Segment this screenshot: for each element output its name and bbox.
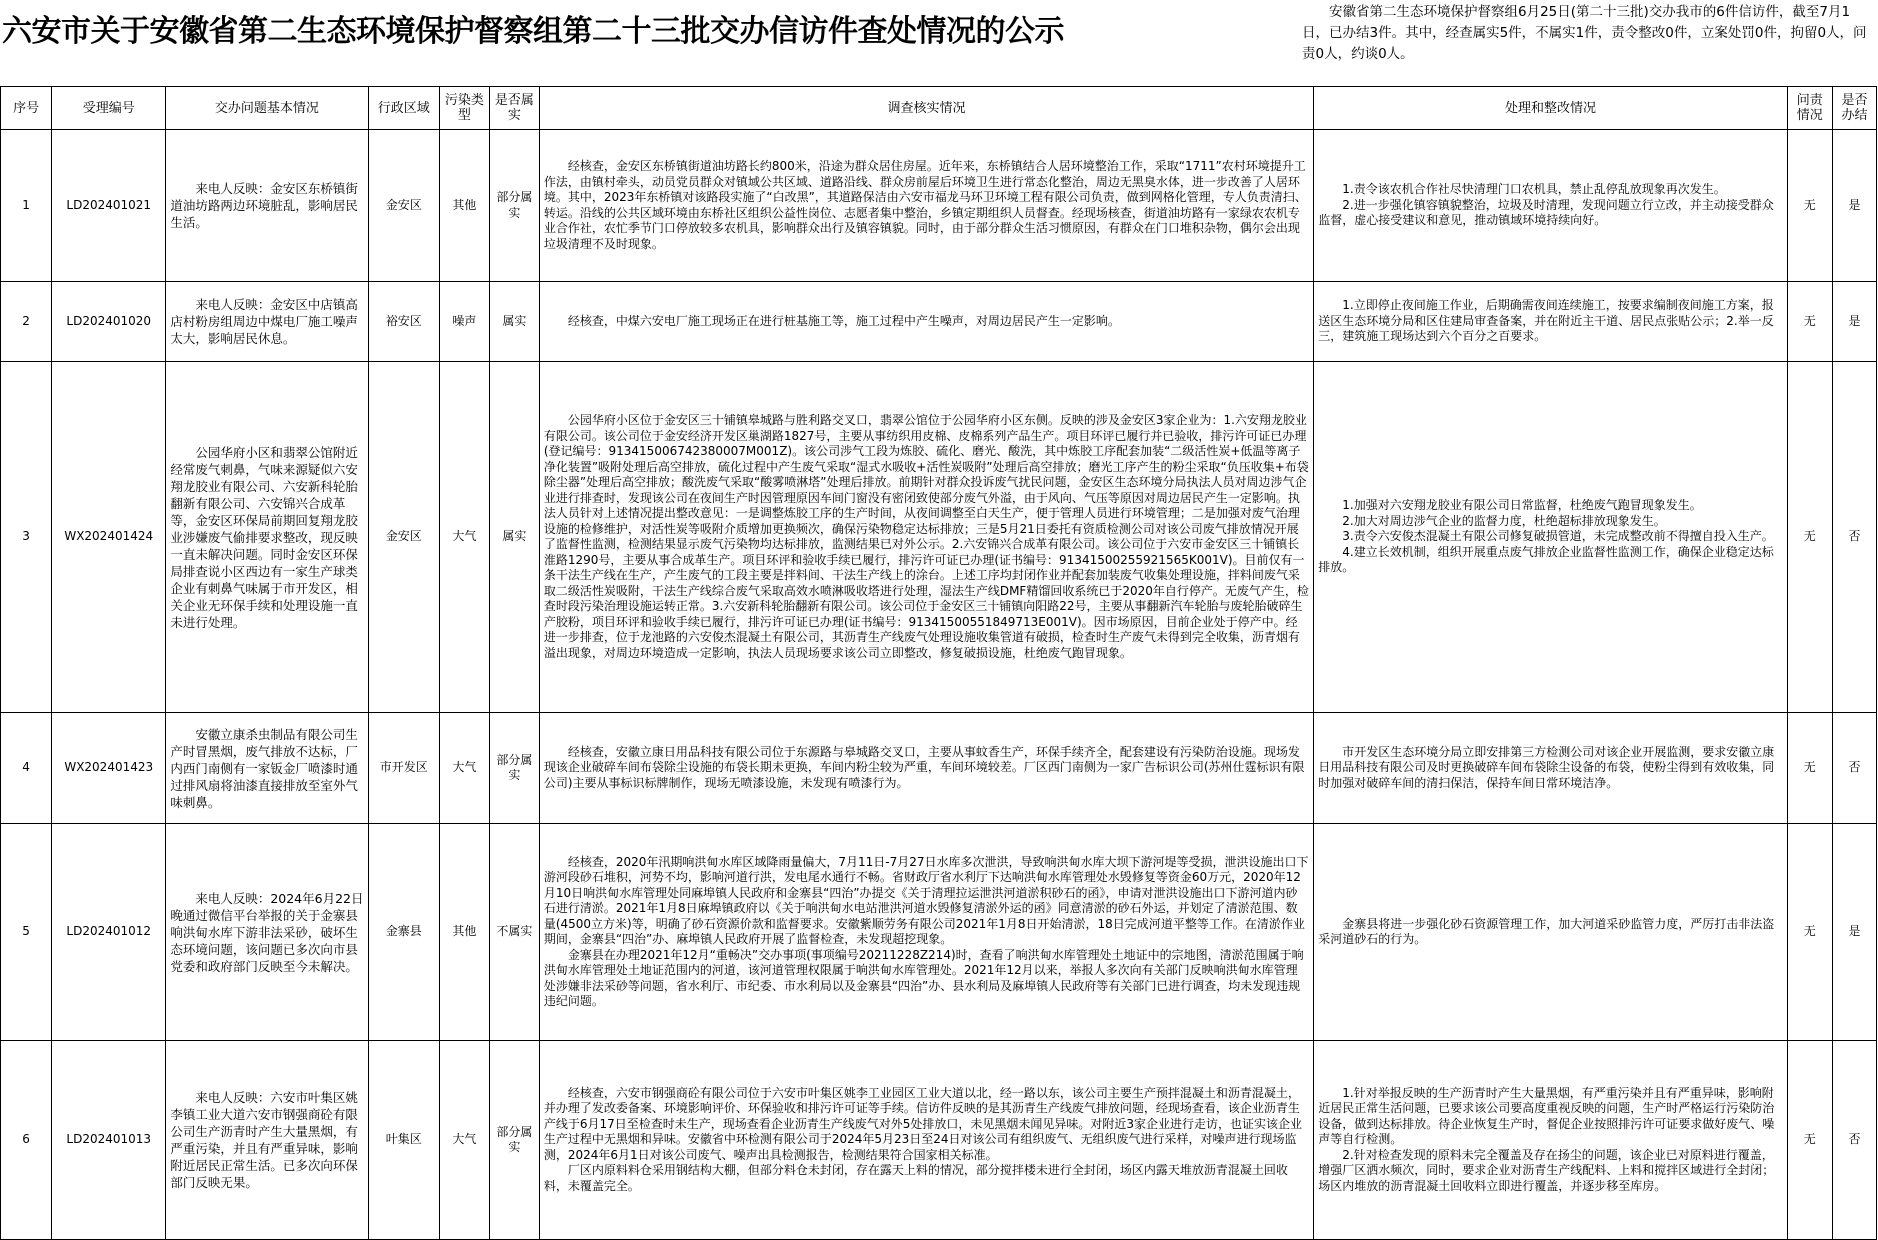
col-header-type: 污染类型 <box>439 87 489 130</box>
col-header-done: 是否办结 <box>1832 87 1876 130</box>
cell-accountability: 无 <box>1787 130 1832 282</box>
investigation-paragraph: 经核查，六安市钢强商砼有限公司位于六安市叶集区姚李工业园区工业大道以北，经一路以东，该公司主要生产预拌混凝土和沥青混凝土，并办理了发改委备案、环境影响评价、环保验收和排污许可证等手续。信访件反映的是其沥青生产线废气排放问题，经现场查看，该企业沥青生产线于6月17日至检查时未生产，现场查看企业沥青生产线废气对外5处排放口，未见黑烟未闻见异味。对附近3家企业进行走访，也证实该企业生产过程中无黑烟和异味。安徽省中环检测有限公司于2024年5月23日至24日对该公司有组织废气、无组织废气进行采样，对噪声进行现场监测，2024年6月1日对该公司废气、噪声出具检测报告，检测结果符合国家相关标准。 <box>543 1085 1303 1162</box>
cell-region: 金寨县 <box>368 824 439 1041</box>
cell-region: 叶集区 <box>368 1041 439 1240</box>
cell-code: LD202401020 <box>52 282 166 362</box>
cell-code: WX202401424 <box>52 362 166 713</box>
handling-item: 3.责令六安俊杰混凝土有限公司修复破损管道，未完成整改前不得擅自投入生产。 <box>1342 529 1774 544</box>
cell-desc: 来电人反映：六安市叶集区姚李镇工业大道六安市钢强商砼有限公司生产沥青时产生大量黑烟，有严重污染，并且有严重异味，影响附近居民正常生活。已多次向环保部门反映无果。 <box>166 1041 368 1240</box>
cell-region: 金安区 <box>368 362 439 713</box>
cell-investigation <box>539 362 1313 713</box>
handling-item: 2.针对检查发现的原料未完全覆盖及存在扬尘的问题，该企业已对原料进行覆盖，增强厂区洒水频次，同时，要求企业对沥青生产线配料、上料和搅拌区域进行全封闭；场区内堆放的沥青混凝土回收料立即进行覆盖，并逐步移至库房。 <box>1318 1147 1775 1193</box>
page-title: 六安市关于安徽省第二生态环境保护督察组第二十三批交办信访件查处情况的公示 <box>2 14 1064 49</box>
cell-type: 大气 <box>439 1041 489 1240</box>
investigation-paragraph: 厂区内原料料仓采用钢结构大棚，但部分料仓未封闭，存在露天上料的情况，部分搅拌楼未进行全封闭，场区内露天堆放沥青混凝土回收料，未覆盖完全。 <box>543 1163 1288 1193</box>
cell-desc: 安徽立康杀虫制品有限公司生产时冒黑烟，废气排放不达标，厂内西门南侧有一家钣金厂喷漆时通过排风扇将油漆直接排放至室外气味刺鼻。 <box>166 713 368 824</box>
cell-type: 其他 <box>439 824 489 1041</box>
cell-desc: 来电人反映：金安区中店镇高店村粉房组周边中煤电厂施工噪声太大，影响居民休息。 <box>166 282 368 362</box>
col-header-investigation: 调查核实情况 <box>539 87 1313 130</box>
cell-no: 5 <box>1 824 52 1041</box>
summary-text: 安徽省第二生态环境保护督察组6月25日(第二十三批)交办我市的6件信访件，截至7月1日，已办结3件。其中，经查属实5件，不属实1件，责令整改0件，立案处罚0件，拘留0人，问责0人，约谈0人。 <box>1302 4 1867 62</box>
cell-investigation <box>539 1041 1313 1240</box>
table-row <box>1 713 1877 824</box>
investigation-paragraph: 金寨县在办理2021年12月“重畅决”交办事项(事项编号20211228Z214)时，查看了响洪甸水库管理处土地证中的宗地图，清淤范围属于响洪甸水库管理处土地证范围内的河道，该河道管理权限属于响洪甸水库管理处。2021年12月以来，举报人多次向有关部门反映响洪甸水库管理处涉嫌非法采砂等问题，省水利厅、市纪委、市水利局以及金寨县“四治”办、县水利局及麻埠镇人民政府等有关部门已进行调查，均未发现违规违纪问题。 <box>543 947 1304 1008</box>
cell-type: 其他 <box>439 130 489 282</box>
cell-fact: 部分属实 <box>489 1041 539 1240</box>
cell-no: 3 <box>1 362 52 713</box>
table-row <box>1 824 1877 1041</box>
handling-item: 1.针对举报反映的生产沥青时产生大量黑烟，有严重污染并且有严重异味，影响附近居民正常生活问题，已要求该公司要高度重视反映的问题，生产时严格运行污染防治设备，做到达标排放。待企业恢复生产时，督促企业按照排污许可证要求做好废气、噪声等自行检测。 <box>1318 1085 1775 1147</box>
cell-type: 大气 <box>439 362 489 713</box>
col-header-fact: 是否属实 <box>489 87 539 130</box>
handling-item: 2.加大对周边涉气企业的监督力度，杜绝超标排放现象发生。 <box>1342 513 1666 528</box>
handling-item: 1.立即停止夜间施工作业，后期确需夜间连续施工，按要求编制夜间施工方案，报送区生态环境分局和区住建局审查备案，并在附近主干道、居民点张贴公示；2.举一反三，建筑施工现场达到六个百分之百要求。 <box>1318 298 1774 344</box>
cell-done: 是 <box>1832 824 1876 1041</box>
cell-accountability: 无 <box>1787 1041 1832 1240</box>
cell-code: LD202401013 <box>52 1041 166 1240</box>
cell-handling <box>1314 824 1787 1041</box>
cell-investigation <box>539 824 1313 1041</box>
handling-item: 1.责令该农机合作社尽快清理门口农机具，禁止乱停乱放现象再次发生。 <box>1342 182 1726 197</box>
cell-no: 4 <box>1 713 52 824</box>
investigation-paragraph: 公园华府小区位于金安区三十铺镇皋城路与胜利路交叉口，翡翠公馆位于公园华府小区东侧。反映的涉及金安区3家企业为：1.六安翔龙胶业有限公司。该公司位于金安经济开发区巢湖路1827号，主要从事纺织用皮棉、皮棉系列产品生产。项目环评已履行并已验收，排污许可证已办理(登记编号：913415006742380007M001Z)。该公司涉气工段为炼胶、硫化、磨光、酸洗，其中炼胶工序配套加装“二级活性炭+低温等离子净化装置”吸附处理后高空排放，硫化过程中产生废气采取“湿式水吸收+活性炭吸附”处理后高空排放；磨光工序产生的粉尘采取“负压收集+布袋除尘器”处理后高空排放；酸洗废气采取“酸雾喷淋塔”处理后排放。前期针对群众投诉废气扰民问题，金安区生态环境分局执法人员对周边涉气企业进行排查时，发现该公司在夜间生产时因管理原因车间门窗没有密闭致使部分废气外溢，由于风向、气压等原因对周边居民产生一定影响。执法人员针对上述情况提出整改意见：一是调整炼胶工序的生产时间，从夜间调整至白天生产，便于管理人员进行环境管理；二是加强对废气治理设施的检修维护，对活性炭等吸附介质增加更换频次，确保污染物稳定达标排放；三是5月21日委托有资质检测公司对该公司废气排放情况开展了监督性监测，检测结果显示废气污染物均达标排放，监测结果已对外公示。2.六安锦兴合成革有限公司。该公司位于六安市金安区三十铺镇长淮路1290号，主要从事合成革生产。项目环评和验收手续已履行，排污许可证已办理(证书编号：91341500255921565K001V)。目前仅有一条干法生产线在生产，产生废气的工段主要是拌料间、干法生产线上的涂台。上述工序均封闭作业并配套加装废气收集处理设施，拌料间废气采取二级活性炭吸附，干法生产线综合废气采取高效水喷淋吸收塔进行处理，湿法生产线DMF精馏回收系统已于2020年自行停产。无废气产生，检查时段污染治理设施运转正常。3.六安新科轮胎翻新有限公司。该公司位于金安区三十铺镇向阳路22号，主要从事翻新汽车轮胎与废轮胎破碎生产胶粉，项目环评和验收手续已履行，排污许可证已办理(证书编号：91341500551849713E001V)。因市场原因，目前企业处于停产中。经进一步排查，位于龙池路的六安俊杰混凝土有限公司，其沥青生产线废气处理设施收集管道有破损，检查时生产废气未得到完全收集，沥青烟有溢出现象，对周边环境造成一定影响，执法人员现场要求该公司立即整改，修复破损设施，杜绝废气跑冒现象。 <box>543 413 1309 660</box>
cell-handling <box>1314 130 1787 282</box>
cell-region: 市开发区 <box>368 713 439 824</box>
col-header-code: 受理编号 <box>52 87 166 130</box>
complaints-table <box>0 86 1877 1240</box>
cell-no: 6 <box>1 1041 52 1240</box>
handling-item: 1.加强对六安翔龙胶业有限公司日常监督，杜绝废气跑冒现象发生。 <box>1342 498 1702 513</box>
handling-item: 金寨县将进一步强化砂石资源管理工作，加大河道采砂监管力度，严厉打击非法盗采河道砂石的行为。 <box>1318 916 1775 946</box>
cell-no: 2 <box>1 282 52 362</box>
investigation-paragraph: 经核查，中煤六安电厂施工现场正在进行桩基施工等，施工过程中产生噪声，对周边居民产生一定影响。 <box>567 313 1120 328</box>
cell-type: 大气 <box>439 713 489 824</box>
cell-handling <box>1314 282 1787 362</box>
cell-fact: 部分属实 <box>489 713 539 824</box>
cell-no: 1 <box>1 130 52 282</box>
cell-desc: 公园华府小区和翡翠公馆附近经常废气刺鼻，气味来源疑似六安翔龙胶业有限公司、六安新科轮胎翻新有限公司、六安锦兴合成革等，金安区环保局前期回复翔龙胶业涉嫌废气偷排要求整改，现反映一直未解决问题。同时金安区环保局排查说小区西边有一家生产球类企业有刺鼻气味属于市开发区，相关企业无环保手续和处理设施一直未进行处理。 <box>166 362 368 713</box>
col-header-desc: 交办问题基本情况 <box>166 87 368 130</box>
investigation-paragraph: 经核查，2020年汛期响洪甸水库区域降雨量偏大，7月11日-7月27日水库多次泄洪，导致响洪甸水库大坝下游河堤等受损，泄洪设施出口下游河段砂石堆积，河势不均，影响河道行洪，发电尾水通行不畅。省财政厅省水利厅下达响洪甸水库管理处水毁修复等资金60万元，2020年12月10日响洪甸水库管理处同麻埠镇人民政府和金寨县“四治”办提交《关于清理拉运泄洪河道淤积砂石的函》，申请对泄洪设施出口下游河道内砂石进行清淤。2021年1月8日麻埠镇政府以《关于响洪甸水电站泄洪河道水毁修复清淤外运的函》同意清淤的砂石外运，并划定了清淤范围、数量(4500立方米)等，明确了砂石资源价款和监督要求。安徽紫顺劳务有限公司2021年1月8日开始清淤，18日完成河道平整等工作。在清淤作业期间，金寨县“四治”办、麻埠镇人民政府开展了监督检查，未发现超挖现象。 <box>543 854 1309 946</box>
cell-region: 裕安区 <box>368 282 439 362</box>
cell-investigation <box>539 713 1313 824</box>
cell-accountability: 无 <box>1787 824 1832 1041</box>
handling-item: 市开发区生态环境分局立即安排第三方检测公司对该企业开展监测，要求安徽立康日用品科技有限公司及时更换破碎车间布袋除尘设备的布袋，使粉尘得到有效收集，同时加强对破碎车间的清扫保洁，保持车间日常环境洁净。 <box>1318 744 1775 790</box>
cell-handling <box>1314 362 1787 713</box>
table-row <box>1 362 1877 713</box>
table-row <box>1 1041 1877 1240</box>
cell-accountability: 无 <box>1787 362 1832 713</box>
cell-code: LD202401012 <box>52 824 166 1041</box>
cell-handling <box>1314 713 1787 824</box>
table-row <box>1 130 1877 282</box>
cell-region: 金安区 <box>368 130 439 282</box>
cell-done: 否 <box>1832 713 1876 824</box>
investigation-paragraph: 经核查，安徽立康日用品科技有限公司位于东源路与皋城路交叉口，主要从事蚊香生产，环保手续齐全，配套建设有污染防治设施。现场发现该企业破碎车间布袋除尘设施的布袋长期未更换，车间内粉尘较为严重，车间环境较差。厂区西门南侧为一家广告标识公司(苏州仕霆标识有限公司)主要从事标识标牌制作，现场无喷漆设施，未发现有喷漆行为。 <box>543 744 1305 790</box>
cell-investigation <box>539 130 1313 282</box>
cell-done: 是 <box>1832 130 1876 282</box>
cell-code: LD202401021 <box>52 130 166 282</box>
table-header-row <box>1 87 1877 130</box>
investigation-paragraph: 经核查，金安区东桥镇街道油坊路长约800米，沿途为群众居住房屋。近年来，东桥镇结合人居环境整治工作，采取“1711”农村环境提升工作法，由镇村牵头，动员党员群众对镇域公共区域、道路沿线、群众房前屋后环境卫生进行常态化整治，周边无黑臭水体，进一步改善了人居环境。其中，2023年东桥镇对该路段实施了“白改黑”，其道路保洁由六安市福龙马环卫环境工程有限公司负责，做到网格化管理，专人负责清扫、转运。沿线的公共区域环境由东桥社区组织公益性岗位、志愿者集中整治，乡镇定期组织人员督查。经现场核查，街道油坊路有一家绿农农机专业合作社，农忙季节门口停放较多农机具，影响群众出行及镇容镇貌。同时，由于部分群众生活习惯原因，有群众在门口堆积杂物，偶尔会出现垃圾清理不及时现象。 <box>543 159 1307 251</box>
cell-fact: 属实 <box>489 362 539 713</box>
handling-item: 4.建立长效机制，组织开展重点废气排放企业监督性监测工作，确保企业稳定达标排放。 <box>1318 544 1774 575</box>
handling-item: 2.进一步强化镇容镇貌整治，垃圾及时清理，发现问题立行立改，并主动接受群众监督，虚心接受建议和意见，推动镇域环境持续向好。 <box>1318 197 1774 228</box>
cell-desc: 来电人反映：金安区东桥镇街道油坊路两边环境脏乱，影响居民生活。 <box>166 130 368 282</box>
cell-done: 否 <box>1832 362 1876 713</box>
cell-accountability: 无 <box>1787 282 1832 362</box>
cell-fact: 部分属实 <box>489 130 539 282</box>
cell-fact: 属实 <box>489 282 539 362</box>
col-header-region: 行政区域 <box>368 87 439 130</box>
cell-desc: 来电人反映：2024年6月22日晚通过微信平台举报的关于金寨县响洪甸水库下游非法采砂，破坏生态环境问题，该问题已多次向市县党委和政府部门反映至今未解决。 <box>166 824 368 1041</box>
col-header-handling: 处理和整改情况 <box>1314 87 1787 130</box>
table-row <box>1 282 1877 362</box>
cell-fact: 不属实 <box>489 824 539 1041</box>
page-header <box>0 0 1878 84</box>
cell-code: WX202401423 <box>52 713 166 824</box>
cell-type: 噪声 <box>439 282 489 362</box>
col-header-no: 序号 <box>1 87 52 130</box>
col-header-accountability: 问责情况 <box>1787 87 1832 130</box>
cell-investigation <box>539 282 1313 362</box>
cell-done: 否 <box>1832 1041 1876 1240</box>
cell-handling <box>1314 1041 1787 1240</box>
cell-done: 是 <box>1832 282 1876 362</box>
cell-accountability: 无 <box>1787 713 1832 824</box>
